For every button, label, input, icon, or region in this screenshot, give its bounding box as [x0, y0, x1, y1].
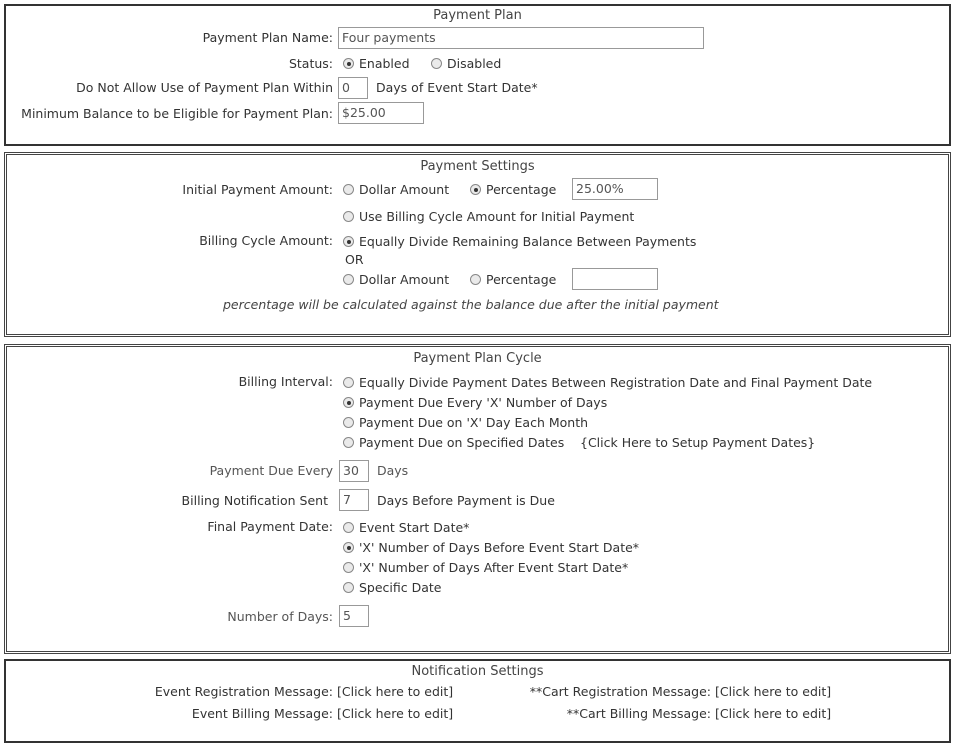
status-disabled-radio[interactable]	[431, 56, 501, 72]
min-balance-input[interactable]: $25.00	[338, 102, 424, 124]
interval-option-every-x-days[interactable]	[343, 395, 607, 411]
plan-name-input[interactable]: Four payments	[338, 27, 704, 49]
final-option-label: Specific Date	[359, 580, 442, 595]
radio-unselected-icon	[343, 274, 354, 285]
radio-selected-icon	[470, 184, 481, 195]
final-date-label: Final Payment Date:	[207, 519, 333, 534]
billing-percentage-radio[interactable]	[470, 272, 556, 288]
event-registration-label: Event Registration Message:	[154, 684, 333, 699]
radio-selected-icon	[343, 236, 354, 247]
interval-option-x-day-month[interactable]	[343, 415, 588, 431]
due-every-suffix: Days	[377, 463, 409, 478]
status-label: Status:	[288, 56, 333, 71]
interval-option-specified-dates[interactable]	[343, 435, 564, 451]
status-enabled-radio[interactable]	[343, 56, 410, 72]
radio-unselected-icon	[343, 582, 354, 593]
initial-dollar-radio[interactable]	[343, 182, 449, 198]
status-disabled-label: Disabled	[447, 56, 502, 71]
interval-option-label: Equally Divide Payment Dates Between Registration Date and Final Payment Date	[359, 375, 873, 390]
num-days-input[interactable]: 5	[339, 605, 369, 627]
notification-suffix: Days Before Payment is Due	[377, 493, 555, 508]
within-suffix: Days of Event Start Date*	[376, 80, 538, 95]
cart-registration-edit-link[interactable]: [Click here to edit]	[715, 684, 832, 699]
interval-option-equally-divide[interactable]	[343, 375, 872, 391]
radio-unselected-icon	[343, 211, 354, 222]
final-option-label: 'X' Number of Days Before Event Start Date*	[359, 540, 640, 555]
event-registration-edit-link[interactable]: [Click here to edit]	[337, 684, 454, 699]
final-option-event-start[interactable]	[343, 520, 469, 536]
initial-percentage-radio[interactable]	[470, 182, 556, 198]
notification-settings-section	[4, 659, 951, 743]
plan-name-label: Payment Plan Name:	[202, 30, 333, 45]
final-option-days-before[interactable]	[343, 540, 639, 556]
billing-percentage-input[interactable]	[572, 268, 658, 290]
due-every-label: Payment Due Every	[209, 463, 333, 478]
cart-billing-label: **Cart Billing Message:	[566, 706, 711, 721]
billing-interval-label: Billing Interval:	[238, 374, 333, 389]
billing-dollar-label: Dollar Amount	[359, 272, 450, 287]
status-enabled-label: Enabled	[359, 56, 410, 71]
initial-percentage-label: Percentage	[486, 182, 557, 197]
event-billing-label: Event Billing Message:	[191, 706, 333, 721]
radio-selected-icon	[343, 397, 354, 408]
notification-label: Billing Notification Sent	[181, 493, 328, 508]
percentage-note: percentage will be calculated against the balance due after the initial payment	[223, 297, 719, 312]
cart-registration-label: **Cart Registration Message:	[529, 684, 711, 699]
cart-billing-edit-link[interactable]: [Click here to edit]	[715, 706, 832, 721]
final-option-specific-date[interactable]	[343, 580, 442, 596]
payment-settings-section	[4, 152, 951, 337]
radio-unselected-icon	[431, 58, 442, 69]
interval-option-label: Payment Due on Specified Dates	[359, 435, 565, 450]
radio-unselected-icon	[343, 522, 354, 533]
payment-plan-cycle-section	[4, 344, 951, 654]
final-option-label: 'X' Number of Days After Event Start Date*	[359, 560, 629, 575]
initial-percentage-input[interactable]: 25.00%	[572, 178, 658, 200]
setup-payment-dates-link[interactable]: {Click Here to Setup Payment Dates}	[580, 435, 816, 450]
radio-unselected-icon	[343, 562, 354, 573]
notification-days-input[interactable]: 7	[339, 489, 369, 511]
billing-dollar-radio[interactable]	[343, 272, 449, 288]
billing-percentage-label: Percentage	[486, 272, 557, 287]
due-every-input[interactable]: 30	[339, 460, 369, 482]
within-days-input[interactable]: 0	[338, 77, 368, 99]
final-option-label: Event Start Date*	[359, 520, 470, 535]
radio-unselected-icon	[343, 184, 354, 195]
payment-plan-section	[4, 4, 951, 146]
section-title: Payment Plan	[433, 8, 522, 23]
initial-dollar-label: Dollar Amount	[359, 182, 450, 197]
or-text: OR	[345, 252, 364, 267]
within-label: Do Not Allow Use of Payment Plan Within	[76, 80, 333, 95]
billing-cycle-label: Billing Cycle Amount:	[199, 233, 333, 248]
use-billing-cycle-label: Use Billing Cycle Amount for Initial Payment	[359, 209, 635, 224]
interval-option-label: Payment Due Every 'X' Number of Days	[359, 395, 608, 410]
final-option-days-after[interactable]	[343, 560, 628, 576]
initial-payment-label: Initial Payment Amount:	[182, 182, 333, 197]
section-title: Payment Settings	[420, 159, 535, 174]
radio-unselected-icon	[343, 417, 354, 428]
equally-divide-radio[interactable]	[343, 234, 696, 250]
radio-selected-icon	[343, 542, 354, 553]
event-billing-edit-link[interactable]: [Click here to edit]	[337, 706, 454, 721]
radio-unselected-icon	[343, 437, 354, 448]
num-days-label: Number of Days:	[227, 609, 333, 624]
radio-unselected-icon	[470, 274, 481, 285]
equally-divide-label: Equally Divide Remaining Balance Between Payments	[359, 234, 697, 249]
interval-option-label: Payment Due on 'X' Day Each Month	[359, 415, 589, 430]
section-title: Notification Settings	[411, 664, 544, 679]
radio-unselected-icon	[343, 377, 354, 388]
radio-selected-icon	[343, 58, 354, 69]
section-title: Payment Plan Cycle	[413, 351, 542, 366]
min-balance-label: Minimum Balance to be Eligible for Payment Plan:	[21, 106, 333, 121]
use-billing-cycle-radio[interactable]	[343, 209, 634, 225]
